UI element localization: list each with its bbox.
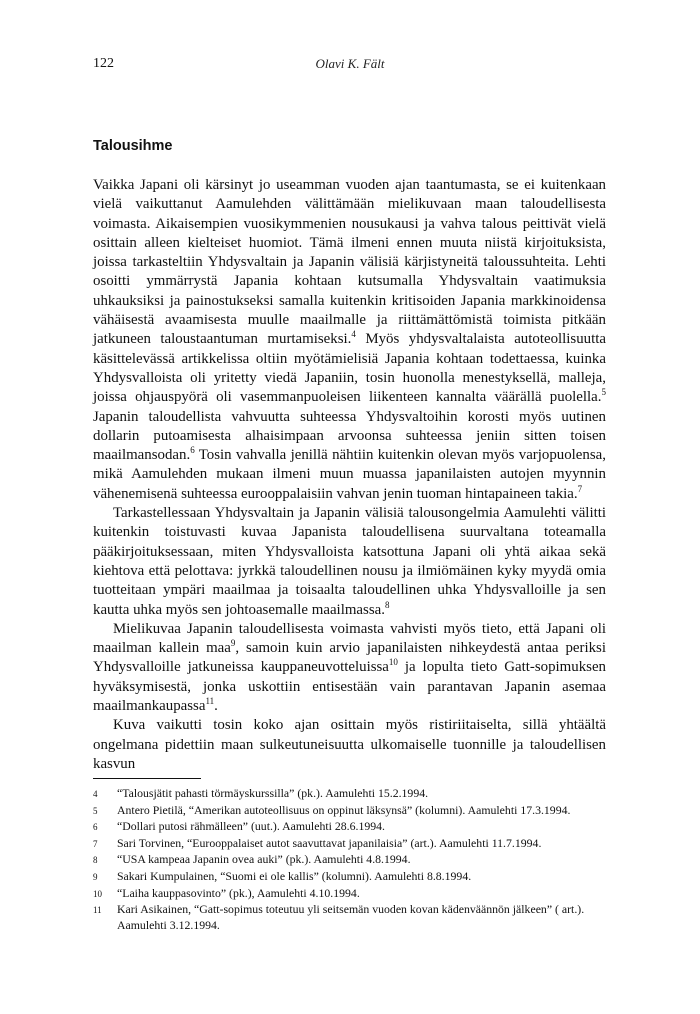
footnote-number: 4	[93, 789, 98, 799]
footnote-text: “Laiha kauppasovinto” (pk.), Aamulehti 4.10.1994.	[117, 885, 360, 900]
footnote-text: Sakari Kumpulainen, “Suomi ei ole kallis” (kolumni). Aamulehti 8.8.1994.	[117, 868, 472, 883]
footnote	[93, 819, 613, 836]
footnote	[93, 886, 613, 903]
footnote-text: Kari Asikainen, “Gatt-sopimus toteutuu yli seitsemän vuoden kovan kädenväännön jälkeen” ( art.). Aamulehti 3.12.1994.	[117, 902, 585, 932]
section-title: Talousihme	[93, 138, 173, 154]
text-run: Vaikka Japani oli kärsinyt jo useamman vuoden ajan taantumasta, se ei kuitenkaan vielä vaikuttanut Aamulehden välittämään mielikuvaan maan taloudellisesta voimasta. Aikaisempien vuosikymmenien nousukausi ja vahva talous peittivät vielä osittain alleen kielteiset huomiot. Tämä ilmeni ennen muuta niistä kirjoituksista, joissa tarkasteltiin Yhdysvaltain ja Japanin välisiä kärjistyneitä taloussuhteita. Lehti osoitti ymmärrystä Japania kohtaan kutsumalla Yhdysvaltain vaatimuksia uhkauksiksi ja painostukseksi samalla kuitenkin kritisoiden Japania markkinoidensa vähäisestä avaamisesta muulle maailmalle ja riittämättömistä toimista pitkään jatkuneen taloustaantuman murtamiseksi.	[93, 177, 606, 348]
text-run: .	[214, 698, 218, 715]
paragraph	[93, 620, 606, 716]
footnote-ref[interactable]: 7	[577, 483, 583, 494]
footnote-number: 5	[93, 805, 98, 816]
footnotes	[93, 786, 613, 933]
footnote	[93, 836, 613, 853]
footnote	[93, 869, 613, 886]
paragraph	[93, 176, 606, 504]
footnote-ref[interactable]: 10	[388, 657, 398, 668]
paragraph	[93, 716, 606, 774]
text-run: ja lopulta tieto Gatt-sopimuksen hyväksymisestä, jonka uskottiin entisestään vain parantavan Japanin asemaa maailmankaupassa	[93, 659, 606, 715]
footnote	[93, 803, 613, 820]
footnote-number: 11	[93, 905, 102, 916]
footnote-ref[interactable]: 4	[351, 329, 356, 340]
footnote-number: 9	[93, 871, 98, 882]
footnote-text: “Dollari putosi rähmälleen” (uut.). Aamulehti 28.6.1994.	[117, 819, 385, 834]
footnote-ref[interactable]: 9	[230, 638, 236, 649]
text-run: Tosin vahvalla jenillä nähtiin kuitenkin olevan myös varjopuolensa, mikä Aamulehden mukaan ilmeni muun muassa japanilaisten autojen myynnin vähenemisenä suhteessa eurooppalaisiin vahvan jenin tuoman hintapaineen takia.	[93, 447, 606, 502]
text-run: Japanin taloudellista vahvuutta suhteessa Yhdysvaltoihin korosti myös uutinen dollarin putoamisesta alhaisimpaan arvoonsa suhteessa jeniin sitten toisen maailmansodan.	[93, 408, 606, 464]
text-run: , samoin kuin arvio japanilaisten nihkeydestä antaa periksi Yhdysvalloille jatkuneissa kauppaneuvotteluissa	[93, 640, 606, 676]
footnote-ref[interactable]: 11	[205, 696, 215, 707]
page-number: 122	[93, 56, 114, 71]
footnote-ref[interactable]: 8	[384, 599, 390, 610]
paragraph	[93, 504, 606, 620]
footnote-text: Antero Pietilä, “Amerikan autoteollisuus on oppinut läksynsä” (kolumni). Aamulehti 17.3.1994.	[117, 802, 571, 817]
footnote-number: 6	[93, 822, 98, 833]
footnote	[93, 902, 613, 933]
text-run: Mielikuvaa Japanin taloudellisesta voimasta vahvisti myös tieto, että Japani oli maailman kallein maa	[93, 620, 606, 657]
footnote	[93, 786, 613, 803]
text-run: Tarkastellessaan Yhdysvaltain ja Japanin välisiä talousongelmia Aamulehti välitti kuitenkin toistuvasti kuvaa Japanista taloudellisena suurvaltana toteamalla pääkirjoituksessaan, miten Yhdysvalloista katsottuna Japani oli yhtä aikaa sekä kiehtova että pelottava: jyrkkä taloudellinen nousu ja ilmiömäinen kyky myydä omia tuotteitaan ympäri maailmaa ja toisaalta taloudellinen uhka Yhdysvalloille ja sen kautta uhka myös sen johtoasemalle maailmassa.	[93, 505, 606, 618]
footnote-divider	[93, 778, 201, 779]
running-head: Olavi K. Fält	[315, 56, 385, 71]
footnote-number: 8	[93, 855, 98, 866]
footnote-ref[interactable]: 5	[601, 387, 606, 398]
footnote	[93, 852, 613, 869]
body-text	[93, 176, 606, 774]
footnote-text: Sari Torvinen, “Eurooppalaiset autot saavuttavat japanilaisia” (art.). Aamulehti 11.7.1994.	[117, 835, 542, 850]
footnote-ref[interactable]: 6	[190, 445, 195, 456]
footnote-text: “USA kampeaa Japanin ovea auki” (pk.). Aamulehti 4.8.1994.	[117, 852, 411, 867]
footnote-number: 7	[93, 838, 98, 849]
text-run: Myös yhdysvaltalaista autoteollisuutta käsittelevässä artikkelissa oltiin myötämielisiä Japania kohtaan todettaessa, kuinka Yhdysvalloista oli yritetty viedä Japaniin, tosin huonolla menestyksellä, malleja, joissa ohjauspyörä oli vasemmanpuoleisen liikenteen kannalta väärällä puolella.	[93, 331, 607, 406]
footnote-text: “Talousjätit pahasti törmäyskurssilla” (pk.). Aamulehti 15.2.1994.	[117, 786, 429, 800]
text-run: Kuva vaikutti tosin koko ajan osittain myös ristiriitaiselta, sillä yhtäältä ongelmana pidettiin maan sulkeutuneisuutta ulkomaiselle tuonnille ja taloudellisen kasvun	[93, 717, 606, 772]
footnote-number: 10	[93, 888, 102, 899]
